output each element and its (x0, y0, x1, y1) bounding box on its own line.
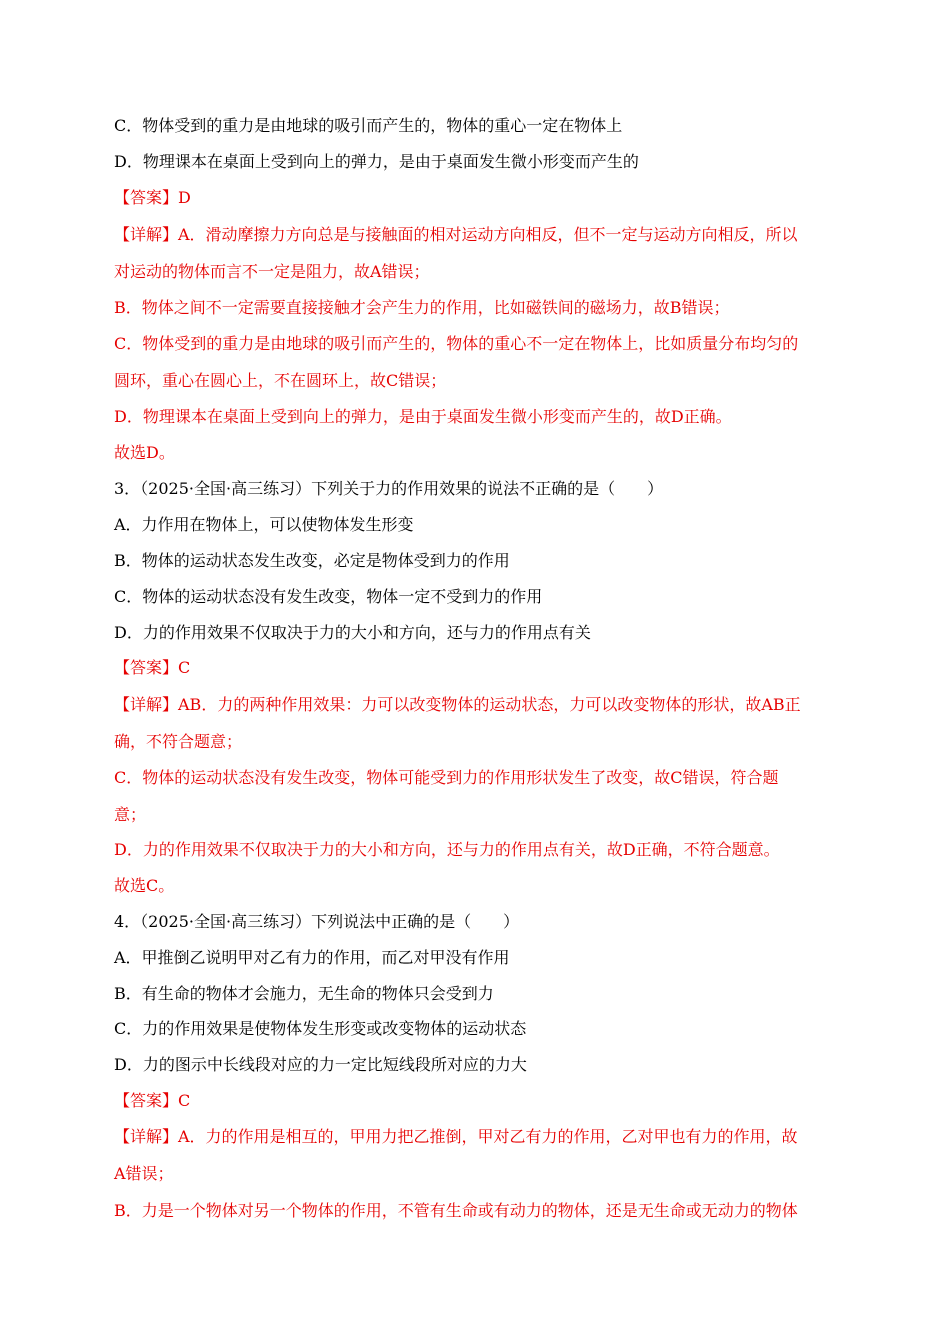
explanation-q3-d: D．力的作用效果不仅取决于力的大小和方向，还与力的作用点有关，故D正确，不符合题意。 (114, 840, 780, 859)
question-3-stem: 3．（2025·全国·高三练习）下列关于力的作用效果的说法不正确的是（ ） (114, 479, 664, 498)
answer-q4: 【答案】C (114, 1091, 191, 1110)
explanation-q2-c-cont: 圆环，重心在圆心上，不在圆环上，故C错误； (114, 371, 447, 390)
explanation-q4-a-cont: A错误； (114, 1164, 174, 1183)
explanation-q3-ab: 【详解】AB．力的两种作用效果：力可以改变物体的运动状态，力可以改变物体的形状，故AB正 (114, 695, 801, 714)
option-d-q2: D．物理课本在桌面上受到向上的弹力，是由于桌面发生微小形变而产生的 (114, 152, 639, 171)
option-b-q4: B．有生命的物体才会施力，无生命的物体只会受到力 (114, 984, 494, 1003)
conclusion-q2: 故选D。 (114, 443, 175, 462)
option-d-q3: D．力的作用效果不仅取决于力的大小和方向，还与力的作用点有关 (114, 623, 591, 642)
explanation-q2-d: D．物理课本在桌面上受到向上的弹力，是由于桌面发生微小形变而产生的，故D正确。 (114, 407, 732, 426)
option-d-q4: D．力的图示中长线段对应的力一定比短线段所对应的力大 (114, 1055, 527, 1074)
question-4-stem: 4．（2025·全国·高三练习）下列说法中正确的是（ ） (114, 912, 520, 931)
explanation-q2-a: 【详解】A．滑动摩擦力方向总是与接触面的相对运动方向相反，但不一定与运动方向相反，所以 (114, 225, 798, 244)
option-c-q3: C．物体的运动状态没有发生改变，物体一定不受到力的作用 (114, 587, 543, 606)
answer-q2: 【答案】D (114, 188, 191, 207)
answer-q3: 【答案】C (114, 658, 191, 677)
option-c-q4: C．力的作用效果是使物体发生形变或改变物体的运动状态 (114, 1019, 527, 1038)
option-a-q3: A．力作用在物体上，可以使物体发生形变 (114, 515, 414, 534)
conclusion-q3: 故选C。 (114, 876, 175, 895)
option-c-q2: C．物体受到的重力是由地球的吸引而产生的，物体的重心一定在物体上 (114, 116, 623, 135)
explanation-q2-b: B．物体之间不一定需要直接接触才会产生力的作用，比如磁铁间的磁场力，故B错误； (114, 298, 730, 317)
explanation-q3-c-cont: 意； (114, 805, 147, 824)
explanation-q2-a-cont: 对运动的物体而言不一定是阻力，故A错误； (114, 262, 430, 281)
explanation-q3-ab-cont: 确，不符合题意； (114, 732, 243, 751)
explanation-q4-b: B．力是一个物体对另一个物体的作用，不管有生命或有动力的物体，还是无生命或无动力的物体 (114, 1201, 798, 1220)
option-b-q3: B．物体的运动状态发生改变，必定是物体受到力的作用 (114, 551, 510, 570)
explanation-q3-c: C．物体的运动状态没有发生改变，物体可能受到力的作用形状发生了改变，故C错误，符合题 (114, 768, 779, 787)
explanation-q2-c: C．物体受到的重力是由地球的吸引而产生的，物体的重心不一定在物体上，比如质量分布均匀的 (114, 334, 799, 353)
option-a-q4: A．甲推倒乙说明甲对乙有力的作用，而乙对甲没有作用 (114, 948, 510, 967)
explanation-q4-a: 【详解】A．力的作用是相互的，甲用力把乙推倒，甲对乙有力的作用，乙对甲也有力的作用，故 (114, 1127, 798, 1146)
